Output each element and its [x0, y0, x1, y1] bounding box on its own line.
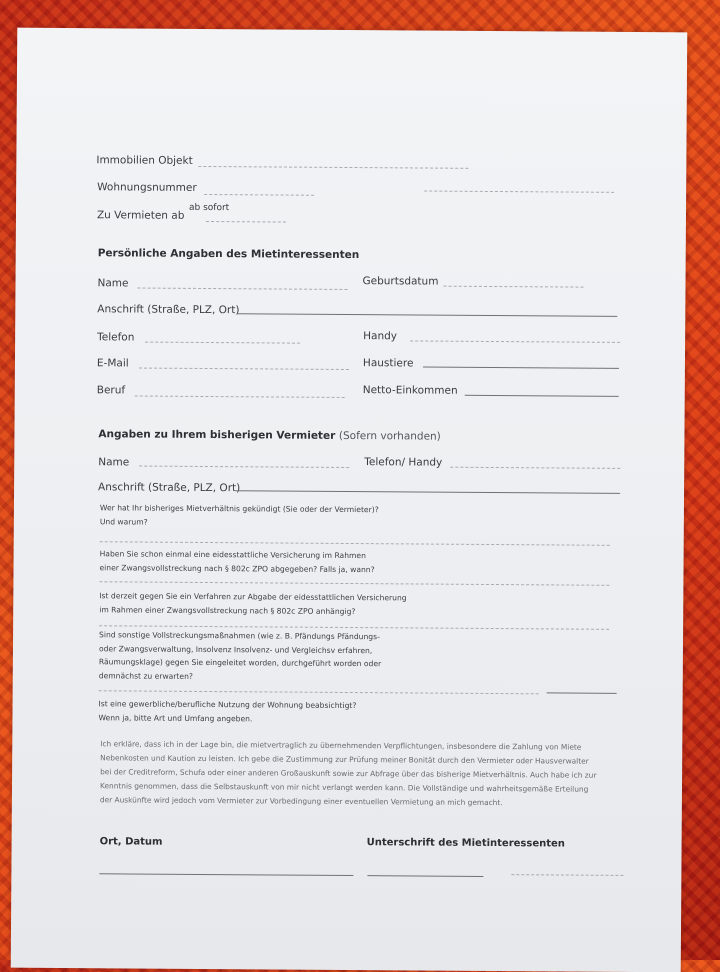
landlord-name-label: Name	[98, 456, 130, 469]
question-2	[99, 547, 519, 577]
job-label: Beruf	[96, 384, 126, 397]
landlord-heading-text: Angaben zu Ihrem bisherigen Vermieter	[98, 428, 336, 442]
phone-label: Telefon	[97, 331, 135, 344]
question-2-field[interactable]	[99, 581, 609, 586]
object-field[interactable]	[198, 166, 468, 169]
landlord-phone-label: Telefon/ Handy	[364, 456, 443, 469]
address-label: Anschrift (Straße, PLZ, Ort)	[97, 303, 240, 317]
question-1-line-2: Und warum?	[99, 516, 148, 527]
email-field[interactable]	[139, 368, 349, 370]
landlord-name-field[interactable]	[139, 466, 349, 468]
phone-field[interactable]	[145, 342, 300, 344]
question-4-line-1: Sind sonstige Vollstreckungsmaßnahmen (wie z. B. Pfändungs Pfändungs-	[99, 630, 380, 642]
signature-label: Unterschrift des Mietinteressenten	[366, 837, 565, 850]
mobile-field[interactable]	[410, 340, 620, 342]
question-2-line-2: einer Zwangsvollstreckung nach § 802c ZPO abgegeben? Falls ja, wann?	[99, 562, 375, 574]
declaration-line-2: Nebenkosten und Kaution zu leisten. Ich gebe die Zustimmung zur Prüfung meiner Bonität durch den Vermieter oder Hausverwalter	[100, 753, 589, 766]
question-1-line-1: Wer hat Ihr bisheriges Mietverhältnis gekündigt (Sie oder der Vermieter)?	[99, 503, 379, 515]
unit-field-extra[interactable]	[424, 191, 614, 193]
declaration-text	[100, 737, 630, 811]
landlord-heading-note: (Sofern vorhanden)	[338, 429, 441, 443]
declaration-line-1: Ich erkläre, dass ich in der Lage bin, die mietvertraglich zu übernehmenden Verpflichtungen, insbesondere die Zahlung von Miete	[100, 739, 582, 752]
address-field[interactable]	[237, 313, 617, 317]
landlord-address-label: Anschrift (Straße, PLZ, Ort)	[98, 481, 241, 495]
signature-field-extra[interactable]	[511, 874, 623, 876]
landlord-phone-field[interactable]	[450, 467, 620, 469]
email-label: E-Mail	[96, 357, 129, 370]
question-3-line-2: im Rahmen einer Zwangsvollstreckung nach § 802c ZPO anhängig?	[99, 604, 356, 616]
question-4-field[interactable]	[99, 690, 539, 694]
job-field[interactable]	[135, 396, 345, 398]
question-4-line-4: demnächst zu erwarten?	[98, 670, 193, 681]
question-5	[98, 697, 518, 727]
declaration-line-5: der Auskünfte wird jedoch vom Vermieter zur Vorbedingung einer eventuellen Vermietung an mich gemacht.	[99, 795, 503, 808]
available-value: ab sofort	[189, 202, 230, 214]
declaration-line-4: Kenntnis genommen, dass die Selbstauskunft von mir nicht verlangt werden kann. Die Vollständige und wahrheitsgemäße Erteilung	[99, 781, 589, 794]
pets-label: Haustiere	[362, 357, 414, 370]
birthdate-field[interactable]	[443, 286, 583, 288]
place-date-field[interactable]	[99, 873, 353, 876]
landlord-address-field[interactable]	[236, 490, 620, 494]
birthdate-label: Geburtsdatum	[362, 275, 439, 288]
mobile-label: Handy	[363, 330, 398, 343]
question-4-line-3: Räumungsklage) gegen Sie eingeleitet worden, durchgeführt worden oder	[98, 657, 382, 669]
application-form-sheet	[11, 28, 688, 972]
question-3	[99, 589, 519, 619]
name-label: Name	[97, 277, 129, 290]
question-3-line-1: Ist derzeit gegen Sie ein Verfahren zur Abgabe der eidesstattlichen Versicherung	[99, 591, 407, 603]
name-field[interactable]	[137, 288, 347, 290]
place-date-label: Ort, Datum	[99, 836, 163, 848]
question-4-field-extra[interactable]	[547, 692, 617, 693]
personal-heading: Persönliche Angaben des Mietinteressenten	[97, 247, 360, 262]
unit-label: Wohnungsnummer	[97, 181, 197, 194]
income-field[interactable]	[465, 395, 619, 397]
question-5-line-1: Ist eine gewerbliche/berufliche Nutzung der Wohnung beabsichtigt?	[98, 699, 357, 711]
question-1-field[interactable]	[100, 541, 610, 546]
landlord-heading	[98, 428, 440, 442]
available-label: Zu Vermieten ab	[96, 209, 185, 222]
available-field[interactable]	[206, 221, 286, 223]
unit-field[interactable]	[204, 194, 314, 196]
pets-field[interactable]	[423, 367, 619, 369]
question-4	[99, 628, 519, 685]
question-5-line-2: Wenn ja, bitte Art und Umfang angeben.	[98, 712, 253, 723]
income-label: Netto-Einkommen	[362, 384, 458, 397]
question-4-line-2: oder Zwangsverwaltung, Insolvenz Insolvenz- und Vergleichsv erfahren,	[98, 643, 373, 655]
signature-field[interactable]	[367, 875, 483, 877]
question-2-line-1: Haben Sie schon einmal eine eidesstattliche Versicherung im Rahmen	[99, 549, 366, 561]
object-label: Immobilien Objekt	[96, 154, 193, 167]
declaration-line-3: bei der Creditreform, Schufa oder einer anderen Großauskunft sowie zur Abfrage über das bisherige Mietverhältnis. Auch habe ich zur	[100, 767, 597, 780]
question-1	[100, 501, 520, 531]
